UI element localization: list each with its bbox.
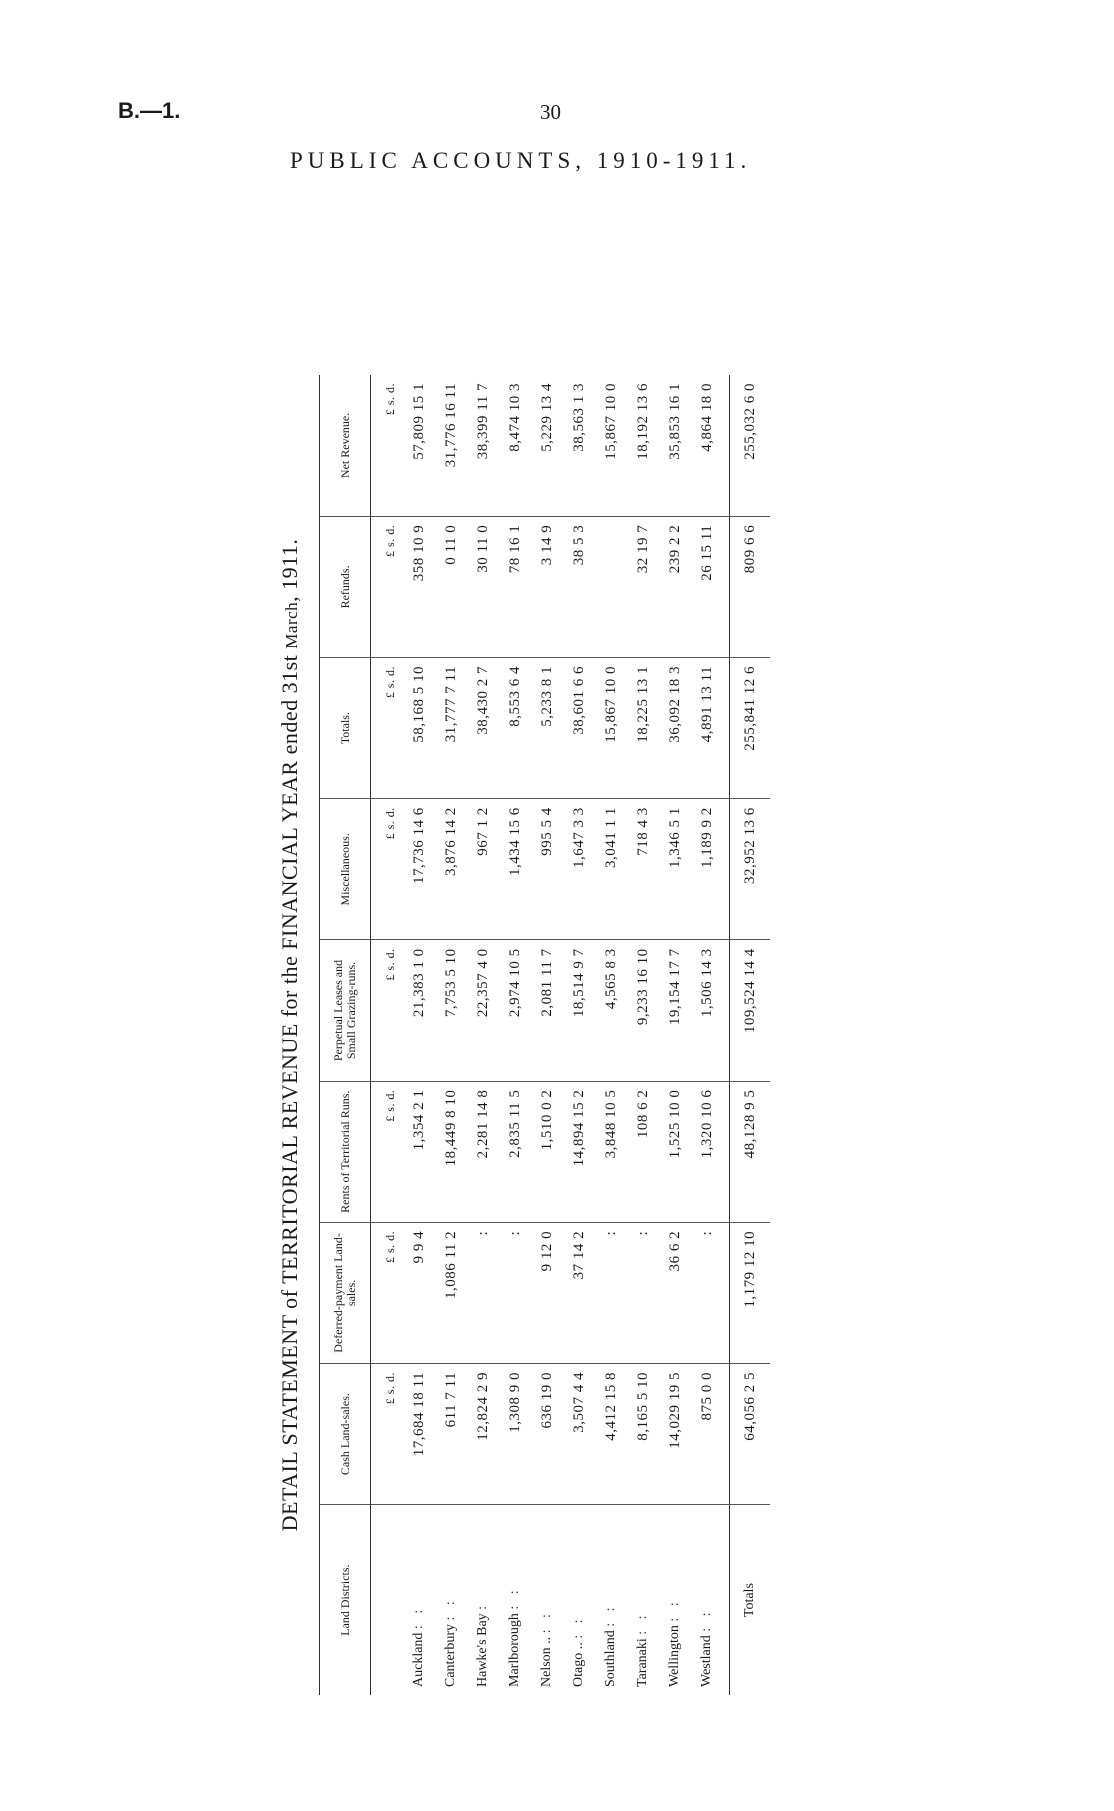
amount-cell: 7,753 5 10	[435, 940, 467, 1081]
amount-cell: 38,601 6 6	[563, 658, 595, 799]
report-code: B.—1.	[118, 98, 181, 123]
amount-cell: 36 6 2	[659, 1222, 691, 1363]
district-name: Canterbury	[443, 1624, 458, 1687]
amount-cell: 38 5 3	[563, 516, 595, 657]
table-row	[531, 375, 563, 1695]
header-row	[320, 375, 371, 1695]
amount-cell: 12,824 2 9	[467, 1364, 499, 1505]
column-header: Cash Land-sales.	[320, 1364, 371, 1505]
amount-cell: 18,192 13 6	[627, 375, 659, 516]
leader-dots: : :	[699, 1608, 714, 1632]
total-amount-cell: 48,128 9 5	[730, 1081, 771, 1222]
leader-dots: : :	[507, 1586, 522, 1610]
amount-cell: 38,563 1 3	[563, 375, 595, 516]
units-row	[371, 375, 404, 1695]
amount-cell: :	[467, 1222, 499, 1363]
amount-cell: 3,507 4 4	[563, 1364, 595, 1505]
amount-cell: 875 0 0	[691, 1364, 730, 1505]
district-cell	[595, 1505, 627, 1695]
amount-cell: 239 2 2	[659, 516, 691, 657]
statement-title	[277, 375, 303, 1695]
amount-cell: 36,092 18 3	[659, 658, 691, 799]
amount-cell: 38,430 2 7	[467, 658, 499, 799]
amount-cell: 995 5 4	[531, 799, 563, 940]
revenue-table	[319, 375, 770, 1695]
amount-cell: 1,320 10 6	[691, 1081, 730, 1222]
amount-cell: 38,399 11 7	[467, 375, 499, 516]
amount-cell: 17,684 18 11	[403, 1364, 435, 1505]
district-cell	[627, 1505, 659, 1695]
amount-cell: 15,867 10 0	[595, 658, 627, 799]
amount-cell: 57,809 15 1	[403, 375, 435, 516]
total-amount-cell: 255,032 6 0	[730, 375, 771, 516]
units-cell: £ s. d.	[371, 658, 404, 799]
statement-title-main: DETAIL STATEMENT of TERRITORIAL REVENUE for the FINANCIAL YEAR ended 31st	[277, 648, 302, 1532]
amount-cell: 1,525 10 0	[659, 1081, 691, 1222]
district-name: Wellington	[667, 1625, 682, 1687]
leader-dots: : :	[411, 1605, 426, 1630]
rotated-statement	[277, 375, 837, 1695]
amount-cell: 31,777 7 11	[435, 658, 467, 799]
column-header: Perpetual Leases and Small Grazing-runs.	[320, 940, 371, 1081]
table-row	[499, 375, 531, 1695]
district-cell	[691, 1505, 730, 1695]
amount-cell: 18,449 8 10	[435, 1081, 467, 1222]
units-cell: £ s. d.	[371, 1081, 404, 1222]
amount-cell: 30 11 0	[467, 516, 499, 657]
total-amount-cell: 1,179 12 10	[730, 1222, 771, 1363]
amount-cell: 15,867 10 0	[595, 375, 627, 516]
column-header: Net Revenue.	[320, 375, 371, 516]
amount-cell: :	[595, 1222, 627, 1363]
total-amount-cell: 32,952 13 6	[730, 799, 771, 940]
district-cell	[435, 1505, 467, 1695]
leader-dots: : :	[603, 1603, 618, 1627]
amount-cell: 611 7 11	[435, 1364, 467, 1505]
table-row	[691, 375, 730, 1695]
table-row	[595, 375, 627, 1695]
amount-cell: 3,848 10 5	[595, 1081, 627, 1222]
amount-cell: 9,233 16 10	[627, 940, 659, 1081]
district-name: Auckland	[411, 1632, 426, 1687]
amount-cell: 9 9 4	[403, 1222, 435, 1363]
amount-cell: 967 1 2	[467, 799, 499, 940]
amount-cell: 18,514 9 7	[563, 940, 595, 1081]
amount-cell: :	[691, 1222, 730, 1363]
running-title: PUBLIC ACCOUNTS, 1910-1911.	[290, 148, 752, 173]
statement-title-year: , 1911.	[277, 538, 302, 602]
district-name: Marlborough	[507, 1613, 522, 1687]
table-row	[403, 375, 435, 1695]
amount-cell: 9 12 0	[531, 1222, 563, 1363]
leader-dots: : :	[635, 1611, 650, 1635]
amount-cell: 32 19 7	[627, 516, 659, 657]
amount-cell: 19,154 17 7	[659, 940, 691, 1081]
district-name: Southland	[603, 1630, 618, 1687]
amount-cell: 1,510 0 2	[531, 1081, 563, 1222]
district-name: Taranaki	[635, 1638, 650, 1687]
amount-cell: :	[627, 1222, 659, 1363]
amount-cell: 37 14 2	[563, 1222, 595, 1363]
statement-title-month: March	[282, 601, 301, 649]
district-cell	[467, 1505, 499, 1695]
column-header: Deferred-payment Land-sales.	[320, 1222, 371, 1363]
amount-cell: 1,506 14 3	[691, 940, 730, 1081]
leader-dots: : :	[443, 1597, 458, 1621]
amount-cell: 14,894 15 2	[563, 1081, 595, 1222]
units-cell: £ s. d.	[371, 516, 404, 657]
amount-cell: 4,565 8 3	[595, 940, 627, 1081]
district-name: Westland	[699, 1635, 714, 1687]
amount-cell: 1,647 3 3	[563, 799, 595, 940]
amount-cell: 718 4 3	[627, 799, 659, 940]
amount-cell: 1,189 9 2	[691, 799, 730, 940]
column-header: Totals.	[320, 658, 371, 799]
amount-cell: 4,864 18 0	[691, 375, 730, 516]
amount-cell: 58,168 5 10	[403, 658, 435, 799]
totals-label: Totals	[730, 1505, 771, 1695]
units-cell: £ s. d.	[371, 1222, 404, 1363]
column-header: Miscellaneous.	[320, 799, 371, 940]
amount-cell: 26 15 11	[691, 516, 730, 657]
total-amount-cell: 255,841 12 6	[730, 658, 771, 799]
amount-cell: 2,081 11 7	[531, 940, 563, 1081]
leader-dots: : :	[539, 1610, 554, 1634]
amount-cell: 358 10 9	[403, 516, 435, 657]
amount-cell: 17,736 14 6	[403, 799, 435, 940]
amount-cell: 8,165 5 10	[627, 1364, 659, 1505]
amount-cell: 14,029 19 5	[659, 1364, 691, 1505]
amount-cell: 3,876 14 2	[435, 799, 467, 940]
district-name: Otago ..	[571, 1642, 586, 1687]
table-row	[563, 375, 595, 1695]
district-name: Hawke's Bay	[475, 1613, 490, 1687]
units-cell-blank	[371, 1505, 404, 1695]
amount-cell: 1,346 5 1	[659, 799, 691, 940]
amount-cell: 5,229 13 4	[531, 375, 563, 516]
table-row	[659, 375, 691, 1695]
column-header: Land Districts.	[320, 1505, 371, 1695]
amount-cell: 8,553 6 4	[499, 658, 531, 799]
amount-cell: 1,086 11 2	[435, 1222, 467, 1363]
totals-row	[730, 375, 771, 1695]
units-cell: £ s. d.	[371, 799, 404, 940]
district-cell	[499, 1505, 531, 1695]
units-cell: £ s. d.	[371, 1364, 404, 1505]
total-amount-cell: 64,056 2 5	[730, 1364, 771, 1505]
amount-cell: 2,281 14 8	[467, 1081, 499, 1222]
district-cell	[659, 1505, 691, 1695]
units-cell: £ s. d.	[371, 375, 404, 516]
amount-cell: 1,308 9 0	[499, 1364, 531, 1505]
leader-dots: : :	[667, 1598, 682, 1622]
units-cell: £ s. d.	[371, 940, 404, 1081]
amount-cell	[595, 516, 627, 657]
amount-cell: 22,357 4 0	[467, 940, 499, 1081]
amount-cell: 2,974 10 5	[499, 940, 531, 1081]
page-number: 30	[540, 100, 561, 124]
amount-cell: 21,383 1 0	[403, 940, 435, 1081]
amount-cell: 78 16 1	[499, 516, 531, 657]
leader-dots: :	[475, 1601, 490, 1610]
amount-cell: 18,225 13 1	[627, 658, 659, 799]
amount-cell: 35,853 16 1	[659, 375, 691, 516]
district-name: Nelson ..	[539, 1636, 554, 1687]
amount-cell: 0 11 0	[435, 516, 467, 657]
column-header: Rents of Territorial Runs.	[320, 1081, 371, 1222]
amount-cell: 2,835 11 5	[499, 1081, 531, 1222]
district-cell	[531, 1505, 563, 1695]
amount-cell: 31,776 16 11	[435, 375, 467, 516]
amount-cell: 4,412 15 8	[595, 1364, 627, 1505]
amount-cell: 3,041 1 1	[595, 799, 627, 940]
total-amount-cell: 809 6 6	[730, 516, 771, 657]
table-row	[467, 375, 499, 1695]
amount-cell: 1,434 15 6	[499, 799, 531, 940]
district-cell	[403, 1505, 435, 1695]
amount-cell: 1,354 2 1	[403, 1081, 435, 1222]
leader-dots: : :	[571, 1615, 586, 1639]
table-row	[627, 375, 659, 1695]
amount-cell: 636 19 0	[531, 1364, 563, 1505]
district-cell	[563, 1505, 595, 1695]
amount-cell: 4,891 13 11	[691, 658, 730, 799]
amount-cell: 8,474 10 3	[499, 375, 531, 516]
column-header: Refunds.	[320, 516, 371, 657]
table-row	[435, 375, 467, 1695]
amount-cell: 3 14 9	[531, 516, 563, 657]
total-amount-cell: 109,524 14 4	[730, 940, 771, 1081]
amount-cell: 5,233 8 1	[531, 658, 563, 799]
amount-cell: :	[499, 1222, 531, 1363]
amount-cell: 108 6 2	[627, 1081, 659, 1222]
